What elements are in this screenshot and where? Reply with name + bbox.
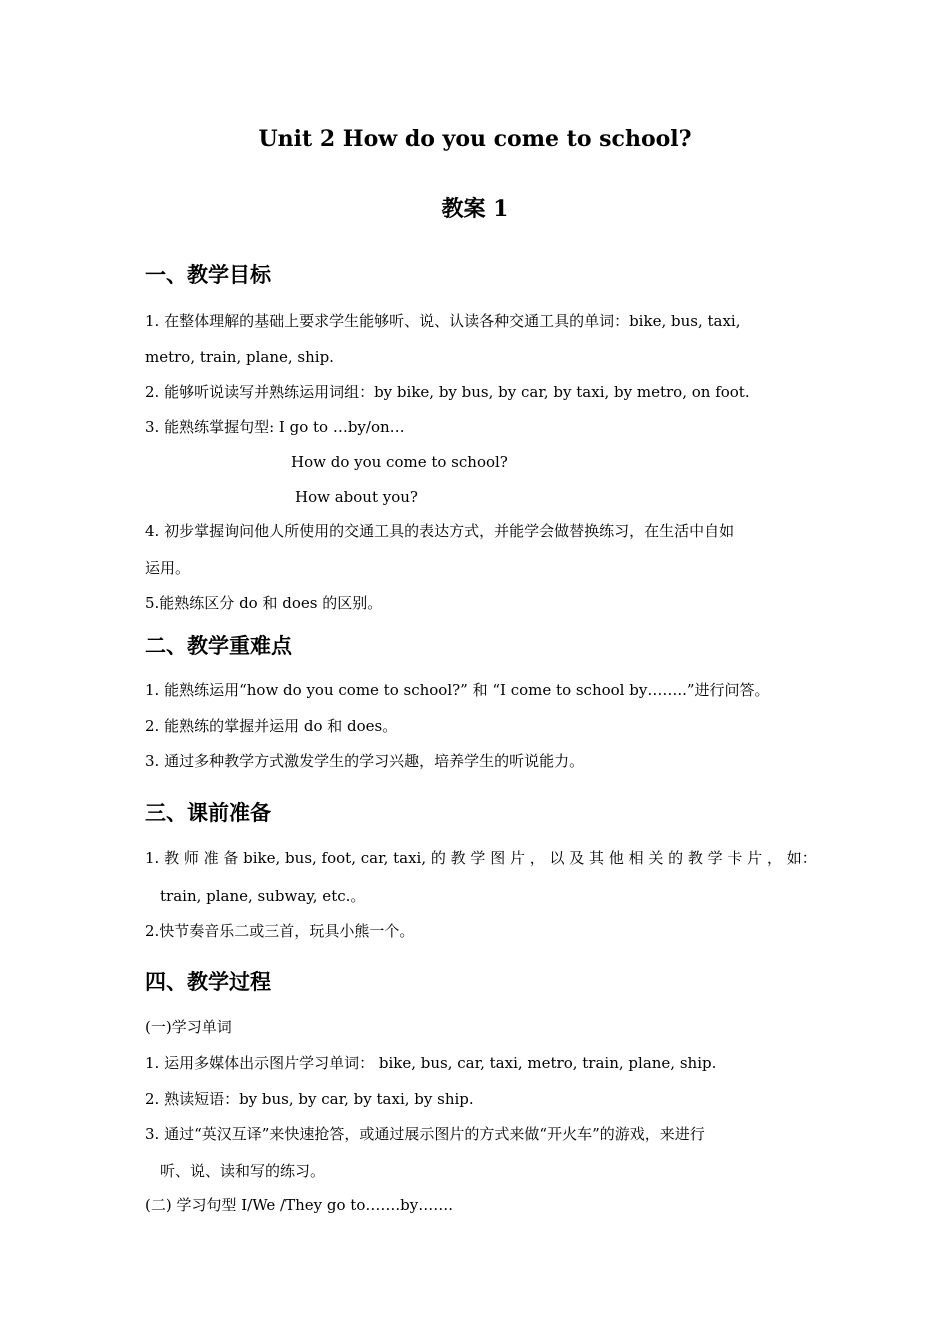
section-heading-process: 四、教学过程 — [145, 969, 271, 994]
paragraph: train, plane, subway, etc.。 — [160, 887, 366, 905]
paragraph: 3. 能熟练掌握句型: I go to …by/on… — [145, 418, 405, 436]
paragraph: 4. 初步掌握询问他人所使用的交通工具的表达方式，并能学会做替换练习，在生活中自如 — [145, 522, 735, 540]
paragraph: 运用。 — [145, 559, 191, 577]
paragraph: 听、说、读和写的练习。 — [160, 1162, 326, 1180]
document-title: Unit 2 How do you come to school? — [258, 126, 692, 152]
subheading: (一)学习单词 — [145, 1018, 232, 1036]
paragraph: 1. 运用多媒体出示图片学习单词： bike, bus, car, taxi, metro, train, plane, ship. — [145, 1054, 717, 1072]
paragraph: 3. 通过“英汉互译”来快速抢答，或通过展示图片的方式来做“开火车”的游戏，来进行 — [145, 1125, 705, 1143]
paragraph: 3. 通过多种教学方式激发学生的学习兴趣，培养学生的听说能力。 — [145, 752, 585, 770]
section-heading-preparation: 三、课前准备 — [145, 800, 271, 825]
section-heading-key-points: 二、教学重难点 — [145, 633, 292, 658]
paragraph: 2. 能够听说读写并熟练运用词组：by bike, by bus, by car, by taxi, by metro, on foot. — [145, 383, 750, 401]
paragraph: 5.能熟练区分 do 和 does 的区别。 — [145, 594, 383, 612]
paragraph: 1. 能熟练运用“how do you come to school?” 和 “I come to school by……..”进行问答。 — [145, 681, 770, 699]
paragraph: 2. 熟读短语：by bus, by car, by taxi, by ship. — [145, 1090, 474, 1108]
paragraph: 1. 在整体理解的基础上要求学生能够听、说、认读各种交通工具的单词：bike, bus, taxi, — [145, 312, 741, 330]
paragraph: How about you? — [295, 488, 418, 506]
paragraph: How do you come to school? — [291, 453, 508, 471]
paragraph: 1. 教 师 准 备 bike, bus, foot, car, taxi, 的 教 学 图 片 ， 以 及 其 他 相 关 的 教 学 卡 片 ， 如： — [145, 849, 817, 867]
paragraph: 2.快节奏音乐二或三首，玩具小熊一个。 — [145, 922, 415, 940]
paragraph: 2. 能熟练的掌握并运用 do 和 does。 — [145, 717, 398, 735]
document-subtitle: 教案 1 — [441, 196, 509, 222]
paragraph: metro, train, plane, ship. — [145, 348, 334, 366]
section-heading-objectives: 一、教学目标 — [145, 262, 271, 287]
subheading: (二) 学习句型 I/We /They go to…….by……. — [145, 1196, 453, 1214]
